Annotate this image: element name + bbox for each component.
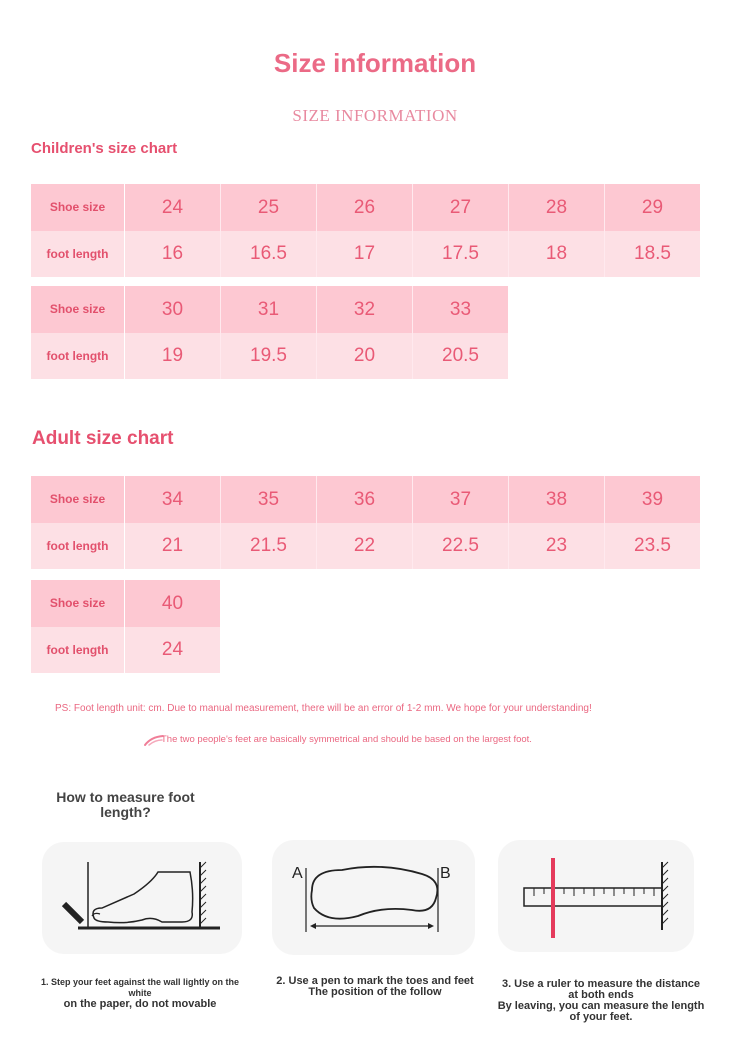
foot-length-cell: 22	[317, 523, 413, 569]
adult-size-table-1	[31, 476, 700, 569]
step-1-line1: 1. Step your feet against the wall lightly on the white	[40, 977, 240, 998]
brush-stroke-icon	[143, 733, 165, 747]
foot-length-cell: 17.5	[413, 231, 509, 277]
page-title: Size information	[273, 48, 477, 78]
page-subtitle: SIZE INFORMATION	[292, 106, 458, 125]
shoe-size-cell: 27	[413, 184, 509, 231]
foot-length-label: foot length	[31, 627, 125, 673]
symmetry-note-text: The two people's feet are basically symmetrical and should be based on the largest foot.	[161, 734, 532, 745]
foot-length-cell: 19	[125, 333, 221, 379]
shoe-size-row	[31, 184, 700, 231]
ruler-measure-icon	[498, 840, 694, 952]
foot-outline-marked-icon	[272, 840, 475, 955]
foot-length-cell: 22.5	[413, 523, 509, 569]
shoe-size-cell: 31	[221, 286, 317, 333]
shoe-size-row	[31, 580, 220, 627]
step-2-card	[272, 840, 475, 955]
step-2-line2: The position of the follow	[308, 986, 442, 998]
step-3-caption	[496, 979, 706, 1023]
label-b: B	[440, 865, 451, 882]
shoe-size-cell: 25	[221, 184, 317, 231]
shoe-size-label: Shoe size	[31, 476, 125, 523]
foot-length-cell: 21	[125, 523, 221, 569]
shoe-size-cell: 28	[509, 184, 605, 231]
step-3-line2: By leaving, you can measure the length of your feet.	[497, 1000, 705, 1023]
foot-length-cell: 16.5	[221, 231, 317, 277]
foot-length-cell: 19.5	[221, 333, 317, 379]
step-2-line1: 2. Use a pen to mark the toes and feet	[276, 975, 474, 987]
foot-length-cell: 20.5	[413, 333, 509, 379]
foot-length-cell: 18.5	[605, 231, 701, 277]
foot-length-label: foot length	[31, 523, 125, 569]
shoe-size-cell: 24	[125, 184, 221, 231]
step-3-card	[498, 840, 694, 952]
shoe-size-row	[31, 286, 508, 333]
shoe-size-cell: 38	[509, 476, 605, 523]
foot-length-label: foot length	[31, 231, 125, 277]
shoe-size-cell: 29	[605, 184, 701, 231]
foot-length-cell: 17	[317, 231, 413, 277]
shoe-size-label: Shoe size	[31, 286, 125, 333]
children-size-table-2	[31, 286, 508, 379]
foot-against-wall-icon	[42, 842, 242, 954]
shoe-size-cell: 30	[125, 286, 221, 333]
shoe-size-cell: 40	[125, 580, 221, 627]
shoe-size-cell: 39	[605, 476, 701, 523]
foot-length-cell: 18	[509, 231, 605, 277]
shoe-size-label: Shoe size	[31, 184, 125, 231]
foot-length-cell: 24	[125, 627, 221, 673]
shoe-size-label: Shoe size	[31, 580, 125, 627]
step-1-line2: on the paper, do not movable	[63, 998, 217, 1010]
step-3-line1: 3. Use a ruler to measure the distance at both ends	[501, 978, 701, 1001]
shoe-size-cell: 34	[125, 476, 221, 523]
foot-length-cell: 23.5	[605, 523, 701, 569]
foot-length-label: foot length	[31, 333, 125, 379]
foot-length-row	[31, 333, 508, 379]
foot-length-cell: 20	[317, 333, 413, 379]
shoe-size-cell: 33	[413, 286, 509, 333]
howto-title: How to measure foot length?	[56, 789, 195, 820]
shoe-size-cell: 35	[221, 476, 317, 523]
shoe-size-cell: 36	[317, 476, 413, 523]
step-1-caption	[40, 977, 240, 1010]
foot-length-cell: 16	[125, 231, 221, 277]
foot-length-cell: 23	[509, 523, 605, 569]
shoe-size-cell: 26	[317, 184, 413, 231]
shoe-size-cell: 32	[317, 286, 413, 333]
step-1-card	[42, 842, 242, 954]
foot-length-cell: 21.5	[221, 523, 317, 569]
foot-length-row	[31, 523, 700, 569]
label-a: A	[292, 865, 303, 882]
adult-size-table-2	[31, 580, 220, 673]
unit-note: PS: Foot length unit: cm. Due to manual measurement, there will be an error of 1-2 mm. We hope for your understanding!	[55, 703, 592, 714]
symmetry-note	[145, 734, 532, 745]
shoe-size-row	[31, 476, 700, 523]
foot-length-row	[31, 231, 700, 277]
step-2-caption	[270, 976, 480, 998]
children-size-table-1	[31, 184, 700, 277]
shoe-size-cell: 37	[413, 476, 509, 523]
children-chart-title: Children's size chart	[31, 140, 178, 157]
adult-chart-title: Adult size chart	[32, 428, 174, 449]
foot-length-row	[31, 627, 220, 673]
